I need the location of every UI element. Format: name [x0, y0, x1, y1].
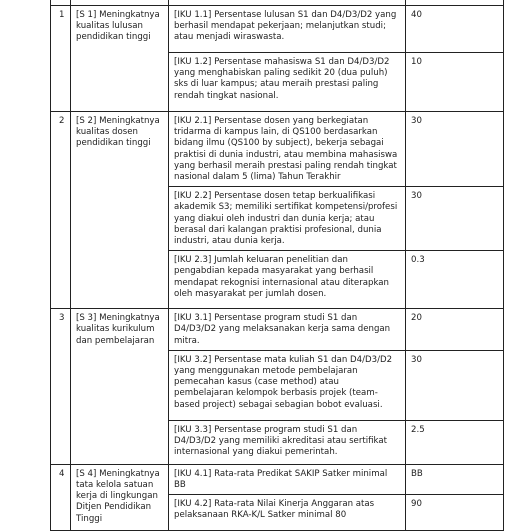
table-row [51, 464, 504, 494]
target-cell: 30 [406, 350, 504, 420]
indikator-cell: [IKU 3.1] Persentase program studi S1 dan D4/D3/D2 yang melaksanakan kerja sama dengan mitra. [169, 309, 406, 351]
row-number: 1 [51, 6, 71, 112]
indikator-cell: [IKU 2.2] Persentase dosen tetap berkualifikasi akademik S3; memiliki sertifikat kompetensi/profesi yang diakui oleh industri dan dunia kerja; atau berasal dari kalangan praktisi profesional, dunia industri, atau dunia kerja. [169, 187, 406, 251]
sasaran-cell: [S 2] Meningkatnya kualitas dosen pendidikan tinggi [71, 112, 169, 309]
target-cell: BB [406, 464, 504, 494]
row-number: 3 [51, 309, 71, 465]
table-row [51, 309, 504, 351]
table-row [51, 112, 504, 187]
target-cell: 40 [406, 6, 504, 53]
kinerja-table [50, 0, 504, 531]
row-number: 2 [51, 112, 71, 309]
target-cell: 20 [406, 309, 504, 351]
indikator-cell: [IKU 2.1] Persentase dosen yang berkegiatan tridarma di kampus lain, di QS100 berdasarkan bidang ilmu (QS100 by subject), bekerja sebagai praktisi di dunia industri, atau membina mahasiswa yang berhasil meraih prestasi paling rendah tingkat nasional dalam 5 (lima) Tahun Terakhir [169, 112, 406, 187]
sasaran-cell: [S 3] Meningkatnya kualitas kurikulum dan pembelajaran [71, 309, 169, 465]
sasaran-cell: [S 4] Meningkatnya tata kelola satuan kerja di lingkungan Ditjen Pendidikan Tinggi [71, 464, 169, 530]
target-cell: 10 [406, 53, 504, 112]
target-cell: 30 [406, 112, 504, 187]
indikator-cell: [IKU 3.3] Persentase program studi S1 dan D4/D3/D2 yang memiliki akreditasi atau sertifikat internasional yang diakui pemerintah. [169, 420, 406, 464]
indikator-cell: [IKU 3.2] Persentase mata kuliah S1 dan D4/D3/D2 yang menggunakan metode pembelajaran pemecahan kasus (case method) atau pembelajaran kelompok berbasis projek (team-based project) sebagai sebagian bobot evaluasi. [169, 350, 406, 420]
indikator-cell: [IKU 2.3] Jumlah keluaran penelitian dan pengabdian kepada masyarakat yang berhasil mendapat rekognisi internasional atau diterapkan oleh masyarakat per jumlah dosen. [169, 251, 406, 309]
target-cell: 2.5 [406, 420, 504, 464]
indikator-cell: [IKU 4.1] Rata-rata Predikat SAKIP Satker minimal BB [169, 464, 406, 494]
target-cell: 90 [406, 495, 504, 531]
target-cell: 30 [406, 187, 504, 251]
row-number: 4 [51, 464, 71, 530]
indikator-cell: [IKU 1.2] Persentase mahasiswa S1 dan D4/D3/D2 yang menghabiskan paling sedikit 20 (dua puluh) sks di luar kampus; atau meraih prestasi paling rendah tingkat nasional. [169, 53, 406, 112]
indikator-cell: [IKU 1.1] Persentase lulusan S1 dan D4/D3/D2 yang berhasil mendapat pekerjaan; melanjutkan studi; atau menjadi wiraswasta. [169, 6, 406, 53]
table-row [51, 6, 504, 53]
sasaran-cell: [S 1] Meningkatnya kualitas lulusan pendidikan tinggi [71, 6, 169, 112]
target-cell: 0.3 [406, 251, 504, 309]
indikator-cell: [IKU 4.2] Rata-rata Nilai Kinerja Anggaran atas pelaksanaan RKA-K/L Satker minimal 80 [169, 495, 406, 531]
